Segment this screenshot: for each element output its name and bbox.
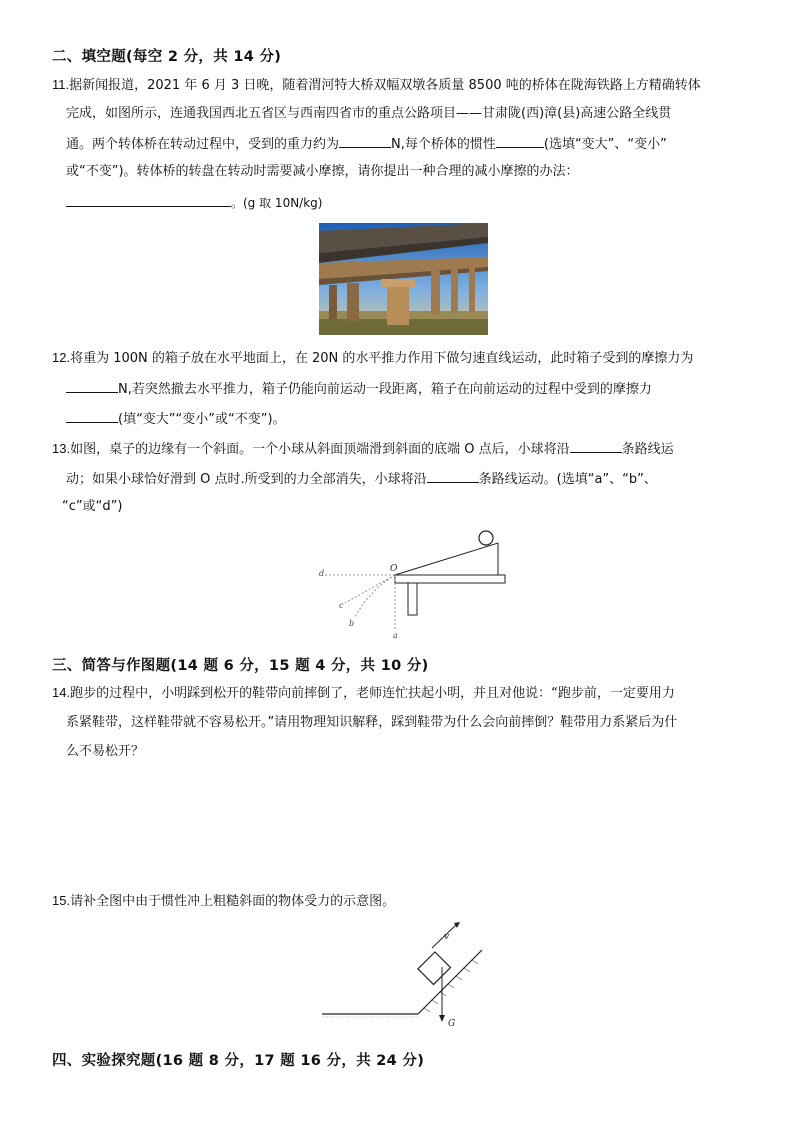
section-2-title: 二、填空题(每空 2 分，共 14 分)	[52, 49, 282, 65]
q15-number: 15.	[52, 893, 71, 908]
section-4-title: 四、实验探究题(16 题 8 分，17 题 16 分，共 24 分)	[52, 1053, 425, 1069]
label-a: a	[393, 631, 398, 640]
q15-text-1: 请补全图中由于惯性冲上粗糙斜面的物体受力的示意图。	[70, 894, 396, 909]
label-g: G	[448, 1019, 456, 1029]
q13-blank-path-2[interactable]	[427, 469, 479, 483]
section-3-title: 三、简答与作图题(14 题 6 分，15 题 4 分，共 10 分)	[52, 658, 429, 674]
label-o: O	[390, 564, 398, 574]
label-d: d	[319, 569, 325, 578]
q13-line-3: “c”或“d”)	[62, 499, 123, 514]
q13-text-1a: 如图，桌子的边缘有一个斜面。一个小球从斜面顶端滑到斜面的底端 O 点后，小球将沿	[70, 442, 570, 457]
q13-text-2b: 条路线运动。(选填“a”、“b”、	[478, 472, 657, 487]
q12-blank-change[interactable]	[66, 409, 118, 423]
q13-line-1	[52, 439, 674, 459]
q13-blank-path-1[interactable]	[570, 439, 622, 453]
q11-line-3	[66, 134, 667, 154]
label-b: b	[349, 619, 355, 628]
q11-line-1	[52, 76, 701, 95]
q11-text-1: 据新闻报道，2021 年 6 月 3 日晚，随着渭河特大桥双幅双墩各质量 8500 吨的桥体在陇海铁路上方精确转体	[69, 78, 701, 93]
q13-text-1b: 条路线运	[621, 442, 674, 457]
q11-text-3c: (选填“变大”、“变小”	[543, 137, 667, 152]
q12-line-3	[66, 409, 286, 429]
q13-line-2	[66, 469, 657, 489]
q12-line-1	[52, 349, 693, 368]
q14-number: 14.	[52, 685, 71, 700]
q11-line-4: 或“不变”)。转体桥的转盘在转动时需要减小摩擦，请你提出一种合理的减小摩擦的办法：	[66, 164, 579, 179]
q11-blank-gravity[interactable]	[339, 134, 391, 148]
q13-text-2a: 动；如果小球恰好滑到 O 点时.所受到的力全部消失，小球将沿	[66, 472, 427, 487]
q14-line-2: 系紧鞋带，这样鞋带就不容易松开。”请用物理知识解释，踩到鞋带为什么会向前摔倒？鞋带用力系紧后为什	[66, 715, 678, 730]
q15-incline-block-figure	[320, 922, 500, 1032]
q15-line-1	[52, 892, 395, 911]
q12-text-2: N,若突然撤去水平推力，箱子仍能向前运动一段距离，箱子在向前运动的过程中受到的摩擦力	[118, 382, 652, 397]
q12-number: 12.	[52, 350, 71, 365]
q11-text-3a: 通。两个转体桥在转动过程中，受到的重力约为	[66, 137, 340, 152]
q14-line-3: 么不易松开？	[66, 744, 145, 759]
q11-line-5	[66, 193, 322, 213]
q11-blank-inertia[interactable]	[496, 134, 544, 148]
q13-number: 13.	[52, 441, 71, 456]
label-v: v	[444, 932, 450, 942]
q12-text-3: (填“变大”“变小”或“不变”)。	[118, 412, 286, 427]
q12-line-2	[66, 379, 652, 399]
label-c: c	[339, 601, 344, 610]
q13-incline-table-figure	[305, 525, 510, 645]
q11-blank-method[interactable]	[66, 193, 231, 207]
q12-text-1: 将重为 100N 的箱子放在水平地面上，在 20N 的水平推力作用下做匀速直线运动，此时箱子受到的摩擦力为	[70, 351, 694, 366]
q14-text-1: 跑步的过程中，小明踩到松开的鞋带向前摔倒了，老师连忙扶起小明，并且对他说：“跑步前，一定要用力	[70, 686, 675, 701]
q11-number: 11.	[52, 77, 70, 92]
q11-line-2: 完成，如图所示，连通我国西北五省区与西南四省市的重点公路项目——甘肃陇(西)漳(县)高速公路全线贯	[66, 106, 672, 121]
q14-line-1	[52, 684, 675, 703]
q11-text-5: 。(g 取 10N/kg)	[231, 196, 323, 210]
bridge-photo	[319, 223, 488, 335]
q12-blank-friction[interactable]	[66, 379, 118, 393]
q11-text-3b: N,每个桥体的惯性	[391, 137, 496, 152]
